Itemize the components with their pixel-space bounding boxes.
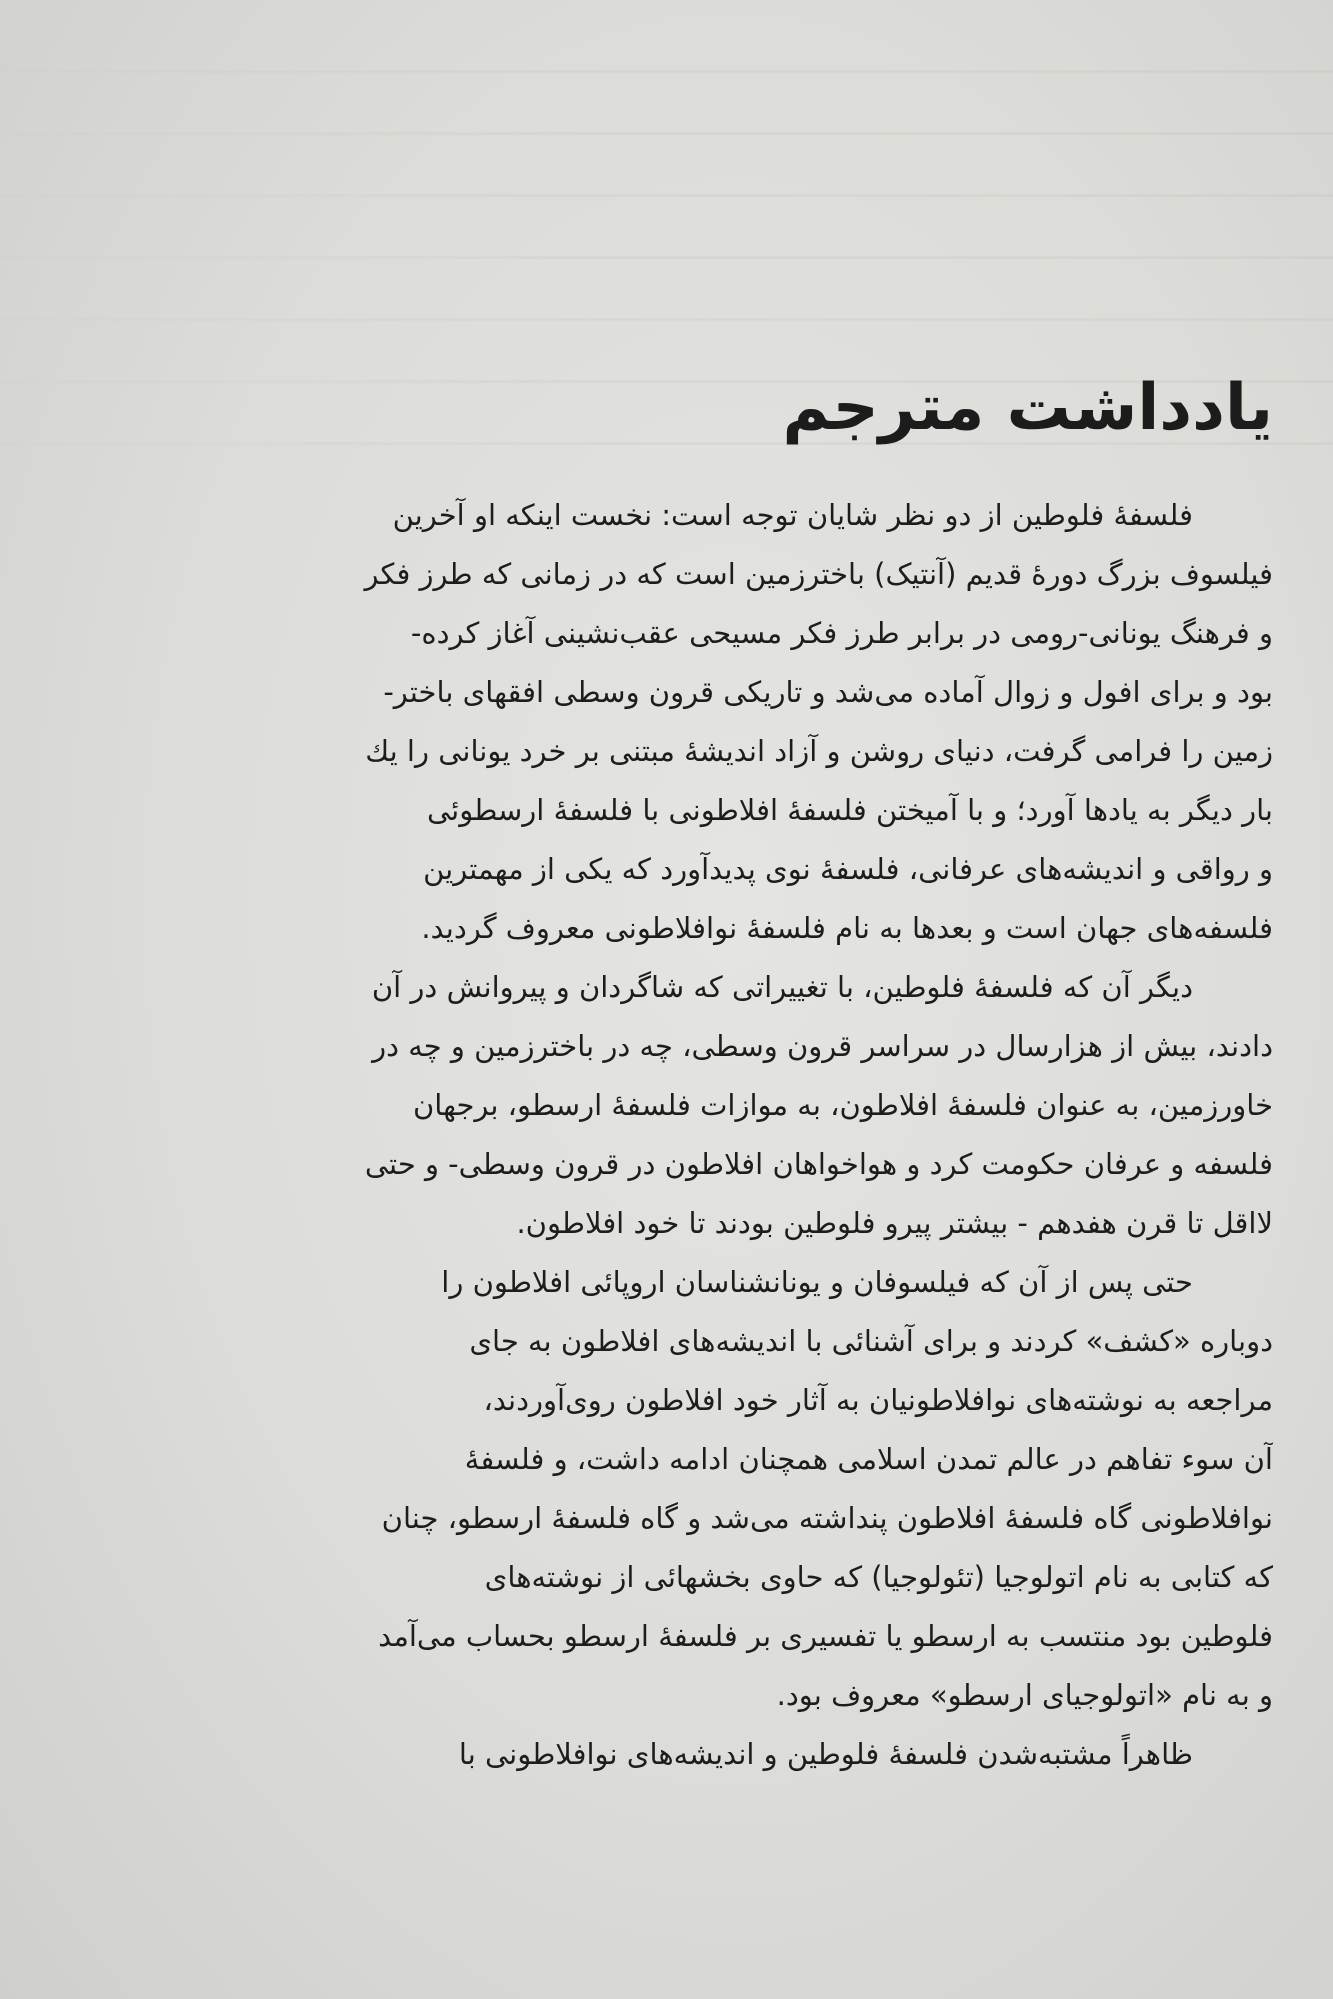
text-line: بود و برای افول و زوال آماده می‌شد و تاریکی قرون وسطی افقهای باختر- [383, 675, 1273, 709]
text-line: بار دیگر به یادها آورد؛ و با آمیختن فلسفهٔ افلاطونی با فلسفهٔ ارسطوئی [426, 793, 1273, 827]
text-line: زمین را فرامی گرفت، دنیای روشن و آزاد اندیشهٔ مبتنی بر خرد یونانی را یك [365, 734, 1273, 768]
text-line: دیگر آن که فلسفهٔ فلوطین، با تغییراتی که شاگردان و پیروانش در آن [371, 970, 1193, 1004]
text-line: فیلسوف بزرگ دورهٔ قدیم (آنتیک) باخترزمین است که در زمانی که طرز فکر [364, 557, 1273, 591]
text-line: نوافلاطونی گاه فلسفهٔ افلاطون پنداشته می‌شد و گاه فلسفهٔ ارسطو، چنان [381, 1501, 1273, 1535]
text-line: ظاهراً مشتبه‌شدن فلسفهٔ فلوطین و اندیشه‌های نوافلاطونی با [458, 1737, 1193, 1771]
text-line: فلسفهٔ فلوطین از دو نظر شایان توجه است: نخست اینکه او آخرین [392, 498, 1193, 532]
text-line: دوباره «کشف» کردند و برای آشنائی با اندیشه‌های افلاطون به جای [469, 1324, 1273, 1358]
page-heading: یادداشت مترجم [782, 371, 1273, 445]
text-line: فلسفه و عرفان حکومت کرد و هواخواهان افلاطون در قرون وسطی- و حتی [364, 1147, 1273, 1181]
text-line: آن سوء تفاهم در عالم تمدن اسلامی همچنان ادامه داشت، و فلسفهٔ [464, 1442, 1273, 1476]
text-line: لااقل تا قرن هفدهم - بیشتر پیرو فلوطین بودند تا خود افلاطون. [516, 1206, 1273, 1240]
text-line: خاورزمین، به عنوان فلسفهٔ افلاطون، به موازات فلسفهٔ ارسطو، برجهان [412, 1088, 1273, 1122]
text-line: که کتابی به نام اتولوجیا (تئولوجیا) که حاوی بخشهائی از نوشته‌های [484, 1560, 1273, 1594]
text-line: و فرهنگ یونانی-رومی در برابر طرز فکر مسیحی عقب‌نشینی آغاز کرده- [410, 616, 1273, 650]
text-line: مراجعه به نوشته‌های نوافلاطونیان به آثار خود افلاطون روی‌آوردند، [483, 1383, 1273, 1417]
text-line: و به نام «اتولوجیای ارسطو» معروف بود. [776, 1678, 1273, 1712]
text-line: فلوطین بود منتسب به ارسطو یا تفسیری بر فلسفهٔ ارسطو بحساب می‌آمد [378, 1619, 1273, 1653]
text-line: دادند، بیش از هزارسال در سراسر قرون وسطی، چه در باخترزمین و چه در [372, 1029, 1273, 1063]
text-line: فلسفه‌های جهان است و بعدها به نام فلسفهٔ نوافلاطونی معروف گردید. [421, 911, 1273, 945]
text-line: و رواقی و اندیشه‌های عرفانی، فلسفهٔ نوی پدیدآورد که یکی از مهمترین [423, 852, 1273, 886]
body-text [128, 486, 1273, 1784]
text-line: حتی پس از آن که فیلسوفان و یونانشناسان اروپائی افلاطون را [441, 1265, 1193, 1299]
